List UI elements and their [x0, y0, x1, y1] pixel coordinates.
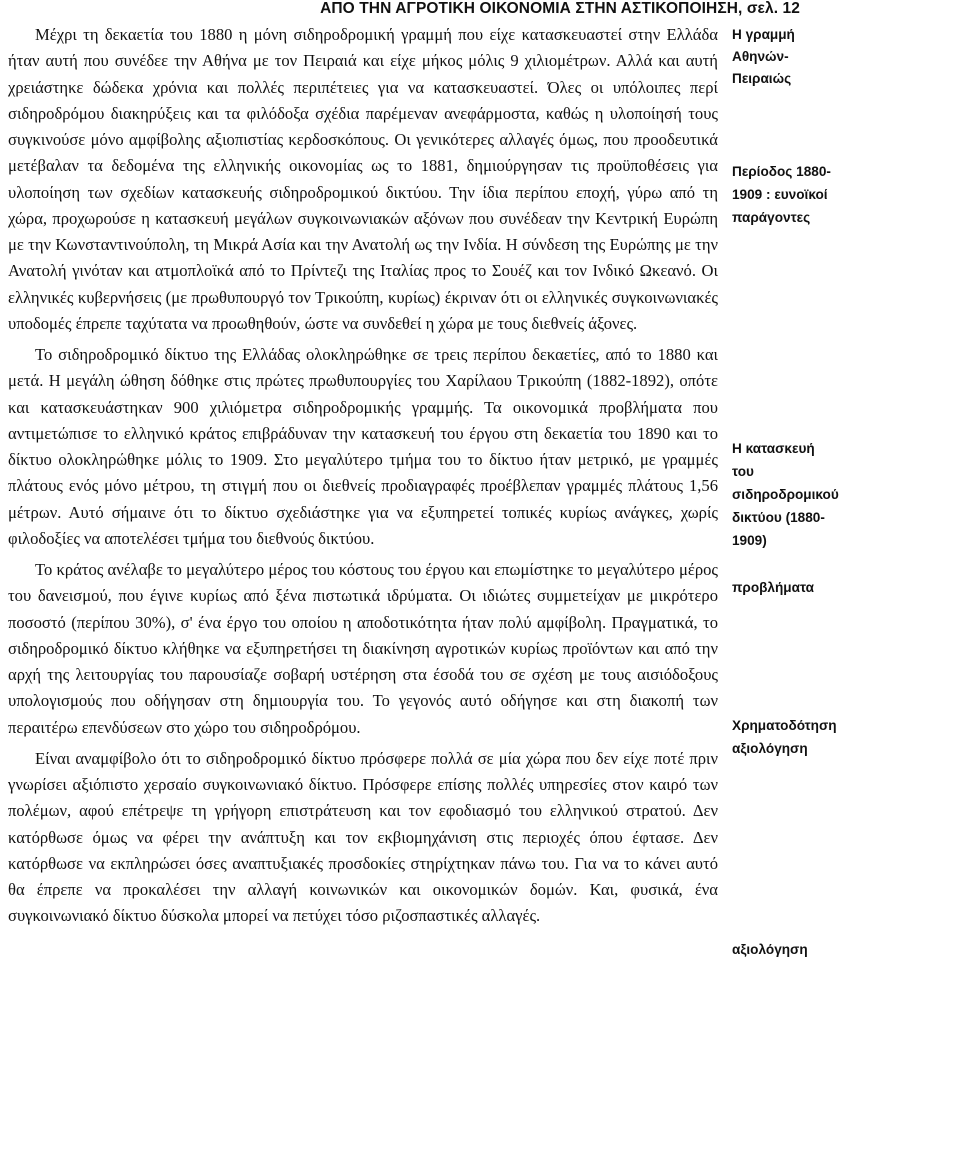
- margin-note-network-construction: [732, 437, 850, 552]
- paragraph-4: Είναι αναμφίβολο ότι το σιδηροδρομικό δίκτυο πρόσφερε πολλά σε μία χώρα που δεν είχε ποτέ πριν γνωρίσει αξιόπιστο χερσαίο συγκοινωνιακό δίκτυο. Πρόσφερε επίσης πολλές υπηρεσίες στον καιρό των πολέμων, αφού επέτρεψε τη γρήγορη επιστράτευση και τον εφοδιασμό του ελληνικού στρατού. Δεν κατόρθωσε όμως να φέρει την ανάπτυξη και τον εκβιομηχάνιση στις περιοχές όπου έφτασε. Δεν κατόρθωσε να εκπληρώσει όσες αναπτυξιακές προσδοκίες στηρίχτηκαν πάνω του. Για να το κάνει αυτό θα έπρεπε να προκαλέσει την αλλαγή κοινωνικών και οικονομικών δομών. Και, φυσικά, ένα συγκοινωνιακό δίκτυο δύσκολα μπορεί να πετύχει τόσο ριζοσπαστικές αλλαγές.: [8, 748, 718, 926]
- paragraph-3: Το κράτος ανέλαβε το μεγαλύτερο μέρος του κόστους του έργου και επωμίστηκε το μεγαλύτερο μέρος του δανεισμού, που έγινε κυρίως από ξένα πιστωτικά ιδρύματα. Οι ιδιώτες συμμετείχαν με μικρότερο ποσοστό (περίπου 30%), σ' ένα έργο του οποίου η αποδοτικότητα ήταν πολύ αμφίβολη. Πραγματικά, το σιδηροδρομικό δίκτυο κλήθηκε να εξυπηρετήσει τη διακίνηση αγροτικών κυρίως προϊόντων και από την αρχή της λειτουργίας του παρουσίαζε σοβαρή υστέρηση στα έσοδά του σε σχέση με τους αισιόδοξους υπολογισμούς που οδήγησαν στη δημιουργία του. Το γεγονός αυτό οδήγησε και στη διακοπή των περαιτέρω επενδύσεων στο χώρο του σιδηροδρόμου.: [8, 560, 718, 737]
- margin-note-line: 1909 : ευνοϊκοί: [732, 187, 828, 202]
- margin-note-athens-piraeus-line: [732, 23, 850, 90]
- margin-note-line: δικτύου (1880-: [732, 510, 825, 525]
- running-header: [240, 0, 800, 18]
- margin-note-line: Η κατασκευή: [732, 441, 815, 456]
- main-text: [8, 22, 718, 930]
- margin-note-line: σιδηροδρομικού: [732, 487, 839, 502]
- margin-note-line: προβλήματα: [732, 580, 815, 595]
- margin-note-line: παράγοντες: [732, 210, 811, 225]
- margin-note-problems: [732, 576, 850, 599]
- margin-note-period-factors: [732, 160, 850, 229]
- margin-note-financing: [732, 714, 850, 760]
- header-title: ΑΠΟ ΤΗΝ ΑΓΡΟΤΙΚΗ ΟΙΚΟΝΟΜΙΑ ΣΤΗΝ ΑΣΤΙΚΟΠΟΙΗΣΗ, σελ.: [320, 0, 779, 17]
- margin-note-line: Περίοδος 1880-: [732, 164, 831, 179]
- margin-note-line: Πειραιώς: [732, 71, 792, 86]
- margin-note-line: 1909): [732, 533, 767, 548]
- margin-note-evaluation: [732, 938, 850, 961]
- margin-note-line: Αθηνών-: [732, 49, 789, 64]
- margin-note-line: του: [732, 464, 754, 479]
- margin-note-line: αξιολόγηση: [732, 942, 808, 957]
- margin-note-line: Χρηματοδότηση: [732, 718, 837, 733]
- margin-note-line: Η γραμμή: [732, 27, 795, 42]
- page-number: 12: [782, 0, 800, 17]
- paragraph-1: Μέχρι τη δεκαετία του 1880 η μόνη σιδηροδρομική γραμμή που είχε κατασκευαστεί στην Ελλάδα ήταν αυτή που συνέδεε την Αθήνα με τον Πειραιά και είχε μήκος μόλις 9 χιλιομέτρων. Αλλά και αυτή χρειάστηκε δώδεκα χρόνια και πολλές περιπέτειες για να κατασκευαστεί. Όλες οι υπόλοιπες περί σιδηροδρόμου διακηρύξεις και τα φιλόδοξα σχέδια παρέμεναν ανεφάρμοστα, καθώς η υλοποίησή τους συγκινούσε μόνο αμφίβολης αξιοπιστίας κερδοσκόπους. Οι γενικότερες αλλαγές όμως, που προοδευτικά μετέβαλαν τα δεδομένα της ελληνικής οικονομίας ως το 1881, δημιούργησαν τις προϋποθέσεις για υλοποίηση των σχεδίων κατασκευής σιδηροδρομικού δικτύου. Την ίδια περίπου εποχή, γύρω από τη χώρα, προχωρούσε η κατασκευή μεγάλων συγκοινωνιακών αξόνων που συνέδεαν την Κεντρική Ευρώπη με την Κωνσταντινούπολη, τη Μικρά Ασία και την Ανατολή ως την Ινδία. Η σύνδεση της Ευρώπης με την Ανατολή γινόταν και ατμοπλοϊκά από το Πρίντεζι της Ιταλίας προς το Σουέζ και τον Ινδικό Ωκεανό. Οι ελληνικές κυβερνήσεις (με πρωθυπουργό τον Τρικούπη, κυρίως) έκριναν ότι οι ελληνικές συγκοινωνιακές υποδομές έπρεπε ταχύτατα να προωθηθούν, ώστε να συνδεθεί η χώρα με τους διεθνείς άξονες.: [8, 25, 718, 333]
- paragraph-2: Το σιδηροδρομικό δίκτυο της Ελλάδας ολοκληρώθηκε σε τρεις περίπου δεκαετίες, από το 1880 και μετά. Η μεγάλη ώθηση δόθηκε στις πρώτες πρωθυπουργίες του Χαρίλαου Τρικούπη (1882-1892), οπότε και κατασκευάστηκαν 900 χιλιόμετρα σιδηροδρομικής γραμμής. Τα οικονομικά προβλήματα που αντιμετώπισε το ελληνικό κράτος επιβράδυναν την κατασκευή του έργου στη δεκαετία του 1890 και το δίκτυο ολοκληρώθηκε μόλις το 1909. Στο μεγαλύτερο τμήμα του το δίκτυο ήταν μετρικό, με γραμμές πλάτους ενός μόνο μέτρου, τη στιγμή που οι διεθνείς προδιαγραφές προέβλεπαν γραμμές πλάτους 1,56 μέτρων. Αυτό σήμαινε ότι το δίκτυο σχεδιάστηκε για να εξυπηρετεί τοπικές κυρίως ανάγκες, χωρίς φιλοδοξίες να αποτελέσει τμήμα του διεθνούς δικτύου.: [8, 345, 718, 548]
- margin-note-line: αξιολόγηση: [732, 741, 808, 756]
